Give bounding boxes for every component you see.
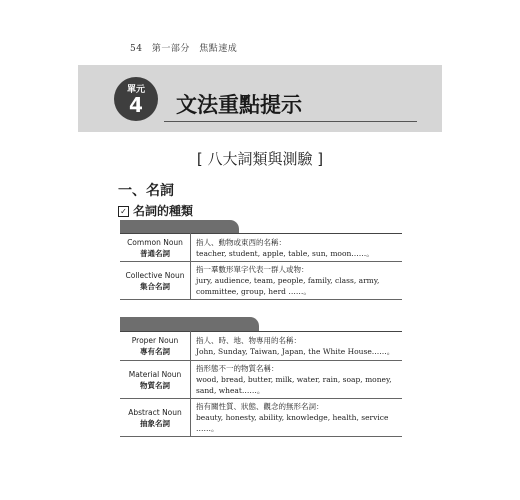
unit-badge: [114, 77, 158, 121]
running-header: [130, 41, 237, 54]
unit-underline: [164, 121, 417, 122]
noun-type-en: Proper Noun: [131, 336, 179, 345]
table-tab-1: [120, 220, 239, 234]
table-tab-2: [120, 317, 259, 331]
noun-table-1: [120, 233, 402, 300]
table-row: [120, 399, 402, 437]
noun-type-zh: 集合名詞: [140, 281, 170, 291]
noun-type-label: [120, 399, 191, 437]
table-row: [120, 234, 402, 262]
noun-type-en: Collective Noun: [125, 270, 185, 280]
noun-type-label: [120, 234, 191, 262]
examples: John, Sunday, Taiwan, Japan, the White House……。: [196, 347, 395, 356]
description-zh: 指形態不一的物質名稱：: [196, 364, 279, 373]
noun-description: [191, 361, 403, 399]
noun-type-zh: 普通名詞: [140, 248, 170, 258]
description-zh: 指人、時、地、物專用的名稱：: [196, 336, 301, 345]
page-number: 54: [130, 44, 143, 54]
description-zh: 指人、動物或東西的名稱：: [196, 237, 286, 247]
noun-description: [191, 262, 403, 300]
noun-type-zh: 專有名詞: [140, 347, 170, 356]
unit-badge-number: 4: [129, 93, 143, 117]
noun-table-2: [120, 331, 402, 437]
noun-description: [191, 234, 403, 262]
examples: jury, audience, team, people, family, class, army, committee, group, herd ……。: [196, 276, 380, 296]
heading-noun: 一、名詞: [118, 183, 174, 199]
description-zh: 指有關性質、狀態、觀念的無形名詞：: [196, 402, 324, 411]
noun-type-en: Common Noun: [127, 237, 183, 247]
noun-type-en: Material Noun: [128, 369, 182, 379]
subheading-text: 名詞的種類: [133, 204, 194, 218]
table-row: [120, 262, 402, 300]
examples: teacher, student, apple, table, sun, moon……。: [196, 248, 374, 258]
noun-type-zh: 物質名詞: [140, 380, 170, 390]
examples: beauty, honesty, ability, knowledge, health, service ……。: [196, 413, 389, 433]
unit-badge-label: 單元: [126, 85, 145, 95]
noun-type-label: [120, 361, 191, 399]
section-title: [ 八大詞類與測驗 ]: [196, 150, 324, 168]
checkbox-icon: ✓: [118, 206, 129, 217]
noun-description: [191, 332, 403, 361]
book-title: 焦點速成: [199, 44, 238, 54]
subheading: [118, 202, 193, 219]
table-row: [120, 361, 402, 399]
noun-type-zh: 抽象名詞: [140, 418, 170, 428]
part-label: 第一部分: [151, 44, 190, 54]
unit-title: 文法重點提示: [176, 93, 302, 117]
noun-description: [191, 399, 403, 437]
examples: wood, bread, butter, milk, water, rain, soap, money, sand, wheat……。: [196, 375, 392, 395]
noun-type-label: [120, 262, 191, 300]
table-row: [120, 332, 402, 361]
unit-banner: [78, 65, 442, 132]
description-zh: 指一羣數形單字代表一群人或物：: [196, 265, 309, 274]
noun-type-en: Abstract Noun: [128, 407, 182, 417]
noun-type-label: [120, 332, 191, 361]
